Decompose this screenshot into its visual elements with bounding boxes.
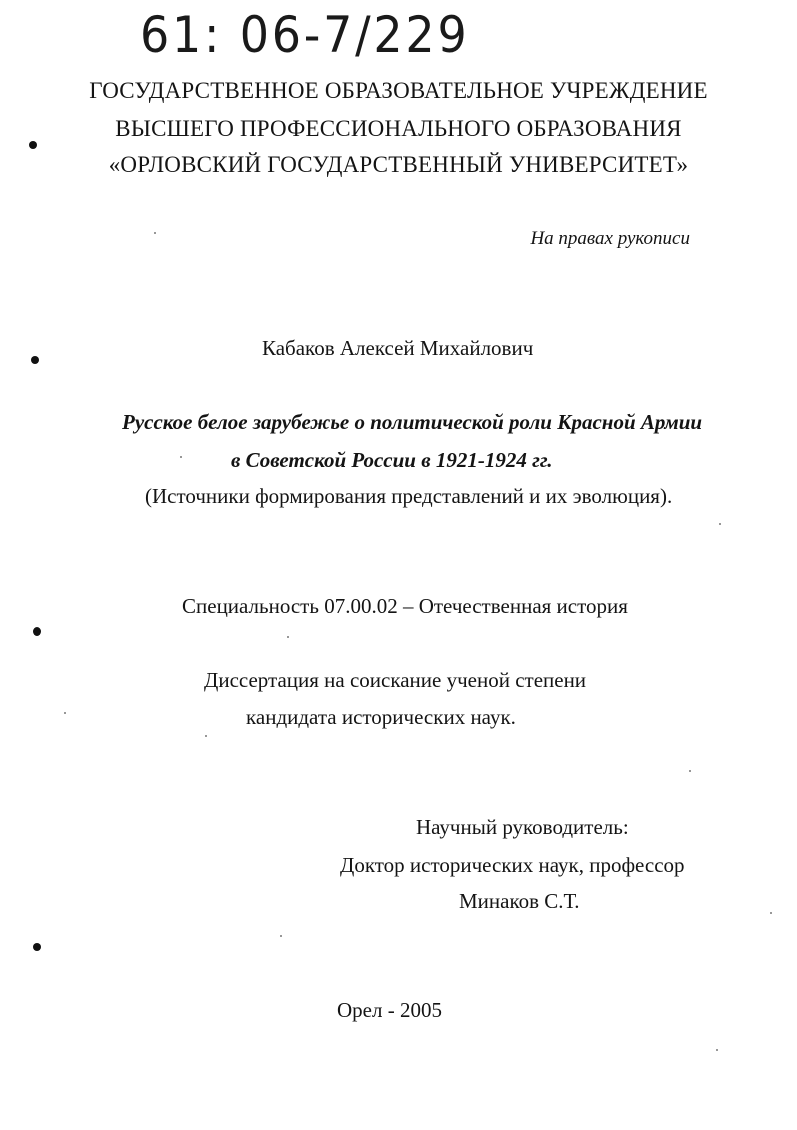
place-year: Орел - 2005 <box>337 998 442 1022</box>
supervisor-label: Научный руководитель: <box>416 815 629 839</box>
scan-speck <box>689 770 691 772</box>
dissertation-title-line-2: в Советской России в 1921-1924 гг. <box>231 448 553 472</box>
scan-speck <box>180 456 182 458</box>
dissertation-title-line-1: Русское белое зарубежье о политической роли Красной Армии <box>122 410 703 434</box>
scan-speck <box>64 712 66 714</box>
scan-speck <box>287 636 289 638</box>
supervisor-degree: Доктор исторических наук, профессор <box>340 853 685 877</box>
degree-line-1: Диссертация на соискание ученой степени <box>204 668 587 692</box>
scan-speck <box>770 912 772 914</box>
binding-hole-mark <box>31 356 39 364</box>
header-line-1: ГОСУДАРСТВЕННОЕ ОБРАЗОВАТЕЛЬНОЕ УЧРЕЖДЕНИЕ <box>89 78 708 103</box>
degree-line-2: кандидата исторических наук. <box>246 705 516 729</box>
specialty-line: Специальность 07.00.02 – Отечественная история <box>182 594 628 618</box>
header-line-3: «ОРЛОВСКИЙ ГОСУДАРСТВЕННЫЙ УНИВЕРСИТЕТ» <box>108 152 689 177</box>
binding-hole-mark <box>33 943 41 951</box>
manuscript-note: На правах рукописи <box>530 228 690 249</box>
scan-speck <box>280 935 282 937</box>
scan-speck <box>154 232 156 234</box>
handwritten-archive-code: 61: 06-7/229 <box>140 6 470 64</box>
binding-hole-mark <box>33 627 41 636</box>
scan-speck <box>716 1049 718 1051</box>
header-line-2: ВЫСШЕГО ПРОФЕССИОНАЛЬНОГО ОБРАЗОВАНИЯ <box>115 116 682 141</box>
author-name: Кабаков Алексей Михайлович <box>262 336 534 360</box>
scan-speck <box>719 523 721 525</box>
scan-speck <box>205 735 207 737</box>
dissertation-subtitle: (Источники формирования представлений и их эволюция). <box>145 484 673 508</box>
supervisor-name: Минаков С.Т. <box>459 889 580 913</box>
binding-hole-mark <box>29 141 37 149</box>
